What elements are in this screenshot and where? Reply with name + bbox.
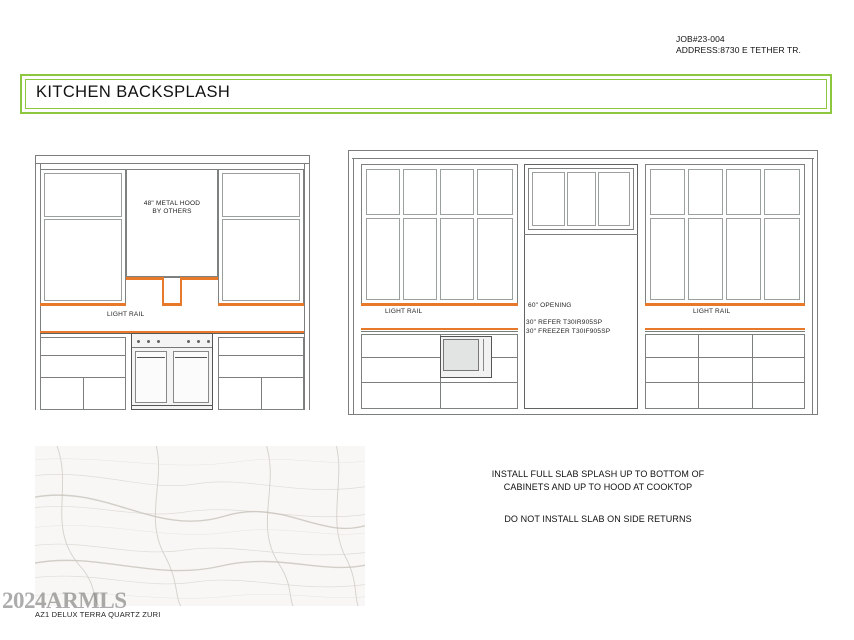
base-right-div3 xyxy=(261,377,262,410)
base-right2-div1 xyxy=(645,357,805,358)
upper-door-l6 xyxy=(403,218,437,300)
opening-header-line xyxy=(524,234,638,235)
upper-door-r1 xyxy=(650,169,685,215)
slab-caption: AZ1 DELUX TERRA QUARTZ ZURI xyxy=(35,610,161,619)
light-rail-label-right-left: LIGHT RAIL xyxy=(385,308,423,315)
range-knob-5 xyxy=(197,340,200,343)
refer-model-label: 30" REFER T30IR905SP xyxy=(526,319,603,326)
light-rail-right-elev-left xyxy=(361,303,518,306)
note-line-1: INSTALL FULL SLAB SPLASH UP TO BOTTOM OF xyxy=(491,469,705,479)
opening-upper-door-2 xyxy=(567,172,596,226)
right-wall-line xyxy=(309,155,310,410)
upper-door-r6 xyxy=(688,218,723,300)
upper-cabinet-left-door-bottom xyxy=(44,219,122,301)
note-line-2: CABINETS AND UP TO HOOD AT COOKTOP xyxy=(503,482,693,492)
range-handle-right xyxy=(175,357,207,358)
counter-rail-right-left xyxy=(361,328,518,330)
hood-side-left xyxy=(162,277,164,304)
microwave-control-panel xyxy=(483,339,484,371)
right-left-edge-inner xyxy=(353,158,354,415)
upper-door-r3 xyxy=(726,169,761,215)
slab-top-at-hood-right xyxy=(182,277,218,280)
light-rail-label-right-right: LIGHT RAIL xyxy=(693,308,731,315)
range-oven-door-right xyxy=(173,351,209,403)
upper-door-l1 xyxy=(366,169,400,215)
range-knob-1 xyxy=(137,340,140,343)
range-knob-6 xyxy=(207,340,210,343)
upper-door-l5 xyxy=(366,218,400,300)
job-number: JOB#23-004 xyxy=(676,34,725,44)
light-rail-label-left: LIGHT RAIL xyxy=(107,311,145,318)
slab-top-at-hood-left xyxy=(126,277,162,280)
right-right-edge xyxy=(817,150,818,415)
range-knob-4 xyxy=(187,340,190,343)
counter-line-right-right xyxy=(645,331,805,332)
opening-upper-door-1 xyxy=(532,172,565,226)
installation-notes xyxy=(452,468,744,526)
right-base-bank-right xyxy=(645,334,805,409)
counter-line-right-left xyxy=(361,331,518,332)
right-soffit-line xyxy=(352,158,814,159)
range-knob-2 xyxy=(147,340,150,343)
job-address: ADDRESS:8730 E TETHER TR. xyxy=(676,45,802,55)
right-left-edge xyxy=(348,150,349,415)
note-line-3: DO NOT INSTALL SLAB ON SIDE RETURNS xyxy=(504,514,692,524)
base-left-div3 xyxy=(83,377,84,410)
freezer-model-label: 30" FREEZER T30IF905SP xyxy=(526,328,611,335)
range-control-panel-line xyxy=(132,347,212,348)
light-rail-left-run xyxy=(40,303,126,306)
counter-rail-right-right xyxy=(645,328,805,330)
base-right-div1 xyxy=(218,355,304,356)
opening-size-label: 60" OPENING xyxy=(528,302,572,309)
upper-door-l2 xyxy=(403,169,437,215)
hood-side-right xyxy=(180,277,182,304)
ceiling-line xyxy=(35,155,310,156)
base-right2-vdiv2 xyxy=(752,334,753,409)
right-wall-line-inner xyxy=(304,163,305,410)
range-knob-3 xyxy=(157,340,160,343)
quartz-slab-sample xyxy=(35,446,365,606)
right-floor-line xyxy=(348,414,818,415)
base-left-div1 xyxy=(40,355,126,356)
upper-door-r7 xyxy=(726,218,761,300)
elevation-left xyxy=(35,155,310,410)
range-oven-door-left xyxy=(135,351,167,403)
upper-cabinet-left-door-top xyxy=(44,173,122,217)
range-handle-left xyxy=(137,357,165,358)
hood-label-line2: BY OTHERS xyxy=(152,208,192,215)
opening-upper-door-3 xyxy=(598,172,630,226)
base-right2-vdiv1 xyxy=(698,334,699,409)
backsplash-top-center xyxy=(162,303,182,306)
upper-door-l7 xyxy=(440,218,474,300)
upper-door-r8 xyxy=(764,218,800,300)
upper-cabinet-right-door-top xyxy=(222,173,300,217)
right-right-edge-inner xyxy=(812,158,813,415)
upper-door-r5 xyxy=(650,218,685,300)
right-ceiling-line xyxy=(348,150,818,151)
left-wall-line xyxy=(35,155,36,410)
hood-enclosure xyxy=(126,169,218,277)
hood-label-line1: 48" METAL HOOD xyxy=(143,200,201,207)
elevation-right xyxy=(348,150,818,415)
soffit-line xyxy=(35,163,310,164)
upper-door-l8 xyxy=(477,218,513,300)
watermark-source: ARMLS xyxy=(46,588,127,613)
upper-door-l3 xyxy=(440,169,474,215)
upper-cabinet-right-door-bottom xyxy=(222,219,300,301)
job-info xyxy=(676,34,801,56)
watermark-year: 2024 xyxy=(2,588,46,613)
light-rail-right-elev-right xyxy=(645,303,805,306)
slab-veining xyxy=(35,446,365,606)
light-rail-right-run xyxy=(218,303,304,306)
page-title: KITCHEN BACKSPLASH xyxy=(36,83,231,101)
range-toe-kick xyxy=(131,405,213,406)
upper-door-r2 xyxy=(688,169,723,215)
base-right2-div2 xyxy=(645,382,805,383)
watermark xyxy=(2,588,127,614)
upper-door-r4 xyxy=(764,169,800,215)
microwave-door xyxy=(443,339,479,371)
upper-door-l4 xyxy=(477,169,513,215)
